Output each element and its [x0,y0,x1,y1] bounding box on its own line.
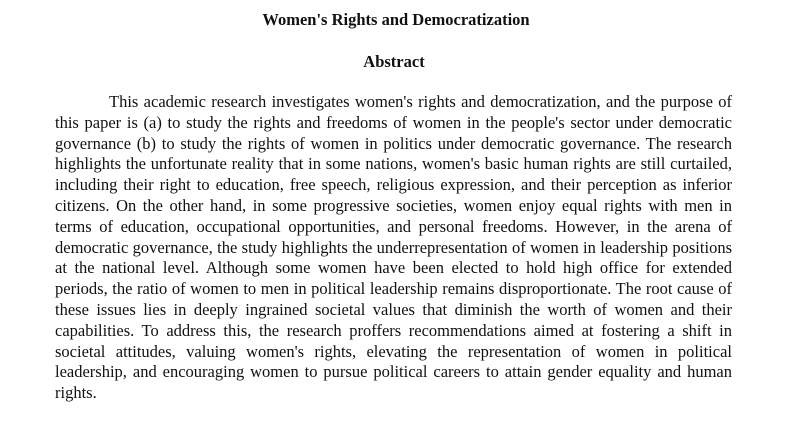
abstract-paragraph: This academic research investigates women's rights and democratization, and the purpose of this paper is (a) to study the rights and freedoms of women in the people's sector under democratic governance (b) to study the rights of women in politics under democratic governance. The research highlights the unfortunate reality that in some nations, women's basic human rights are still curtailed, including their right to education, free speech, religious expression, and their perception as inferior citizens. On the other hand, in some progressive societies, women enjoy equal rights with men in terms of education, occupational opportunities, and personal freedoms. However, in the arena of democratic governance, the study highlights the underrepresentation of women in leadership positions at the national level. Although some women have been elected to hold high office for extended periods, the ratio of women to men in political leadership remains disproportionate. The root cause of these issues lies in deeply ingrained societal values that diminish the worth of women and their capabilities. To address this, the research proffers recommendations aimed at fostering a shift in societal attitudes, valuing women's rights, elevating the representation of women in political leadership, and encouraging women to pursue political careers to attain gender equality and human rights. [55,92,732,403]
paper-title: Women's Rights and Democratization [262,10,530,29]
abstract-heading: Abstract [363,52,425,71]
